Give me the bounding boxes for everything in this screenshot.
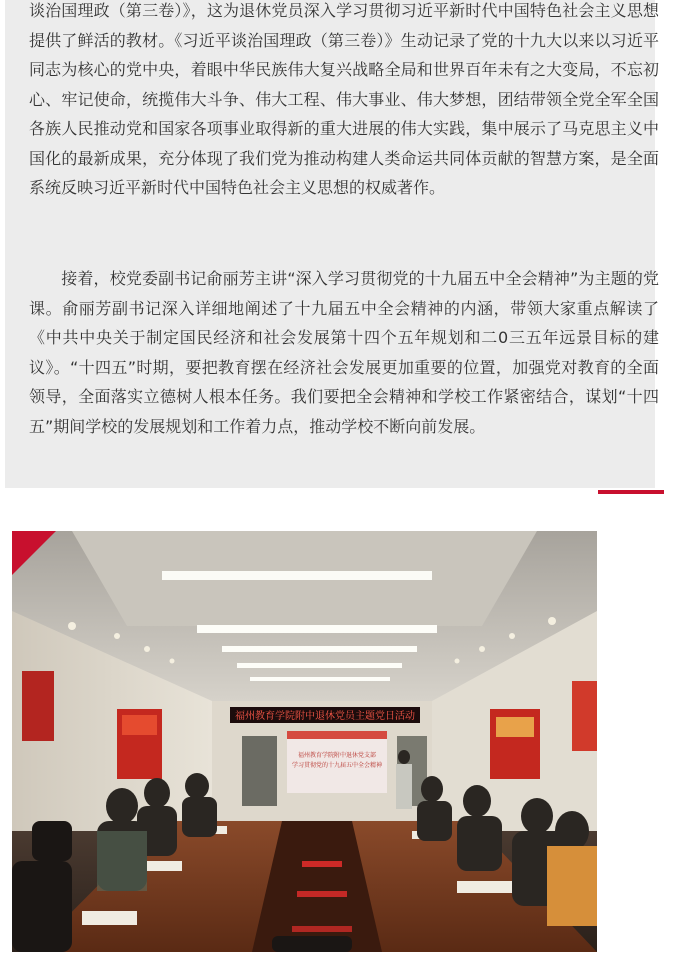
screen-line-1: 福州教育学院附中退休党支部 bbox=[297, 752, 377, 759]
article-paragraph-2: 接着，校党委副书记俞丽芳主讲“深入学习贯彻党的十九届五中全会精神”为主题的党课。俞丽芳副书记深入详细地阐述了十九届五中全会精神的内涵，带领大家重点解读了《中共中央关于制定国民经济和社会发展第十四个五年规划和二0三五年远景目标的建议》。“十四五”时期，要把教育摆在经济社会发展更加重要的位置，加强党对教育的全面领导，全面落实立德树人根本任务。我们要把全会精神和学校工作紧密结合，谋划“十四五”期间学校的发展规划和工作着力点，推动学校不断向前发展。 bbox=[29, 269, 659, 436]
article-text-card bbox=[5, 0, 659, 488]
section-divider-accent bbox=[598, 490, 664, 494]
screen-line-2: 学习贯彻党的十九届五中全会精神 bbox=[291, 762, 383, 769]
photo-corner-accent bbox=[12, 531, 56, 575]
article-paragraph-1: 谈治国理政（第三卷）》，这为退休党员深入学习贯彻习近平新时代中国特色社会主义思想提供了鲜活的教材。《习近平谈治国理政（第三卷）》生动记录了党的十九大以来以习近平同志为核心的党中央，着眼中华民族伟大复兴战略全局和世界百年未有之大变局，不忘初心、牢记使命，统揽伟大斗争、伟大工程、伟大事业、伟大梦想，团结带领全党全军全国各族人民推动党和国家各项事业取得新的重大进展的伟大实践，集中展示了马克思主义中国化的最新成果，充分体现了我们党为推动构建人类命运共同体贡献的智慧方案，是全面系统反映习近平新时代中国特色社会主义思想的权威著作。 bbox=[29, 1, 659, 197]
led-banner-text: 福州教育学院附中退休党员主题党日活动 bbox=[235, 711, 415, 722]
meeting-photo bbox=[12, 531, 597, 952]
